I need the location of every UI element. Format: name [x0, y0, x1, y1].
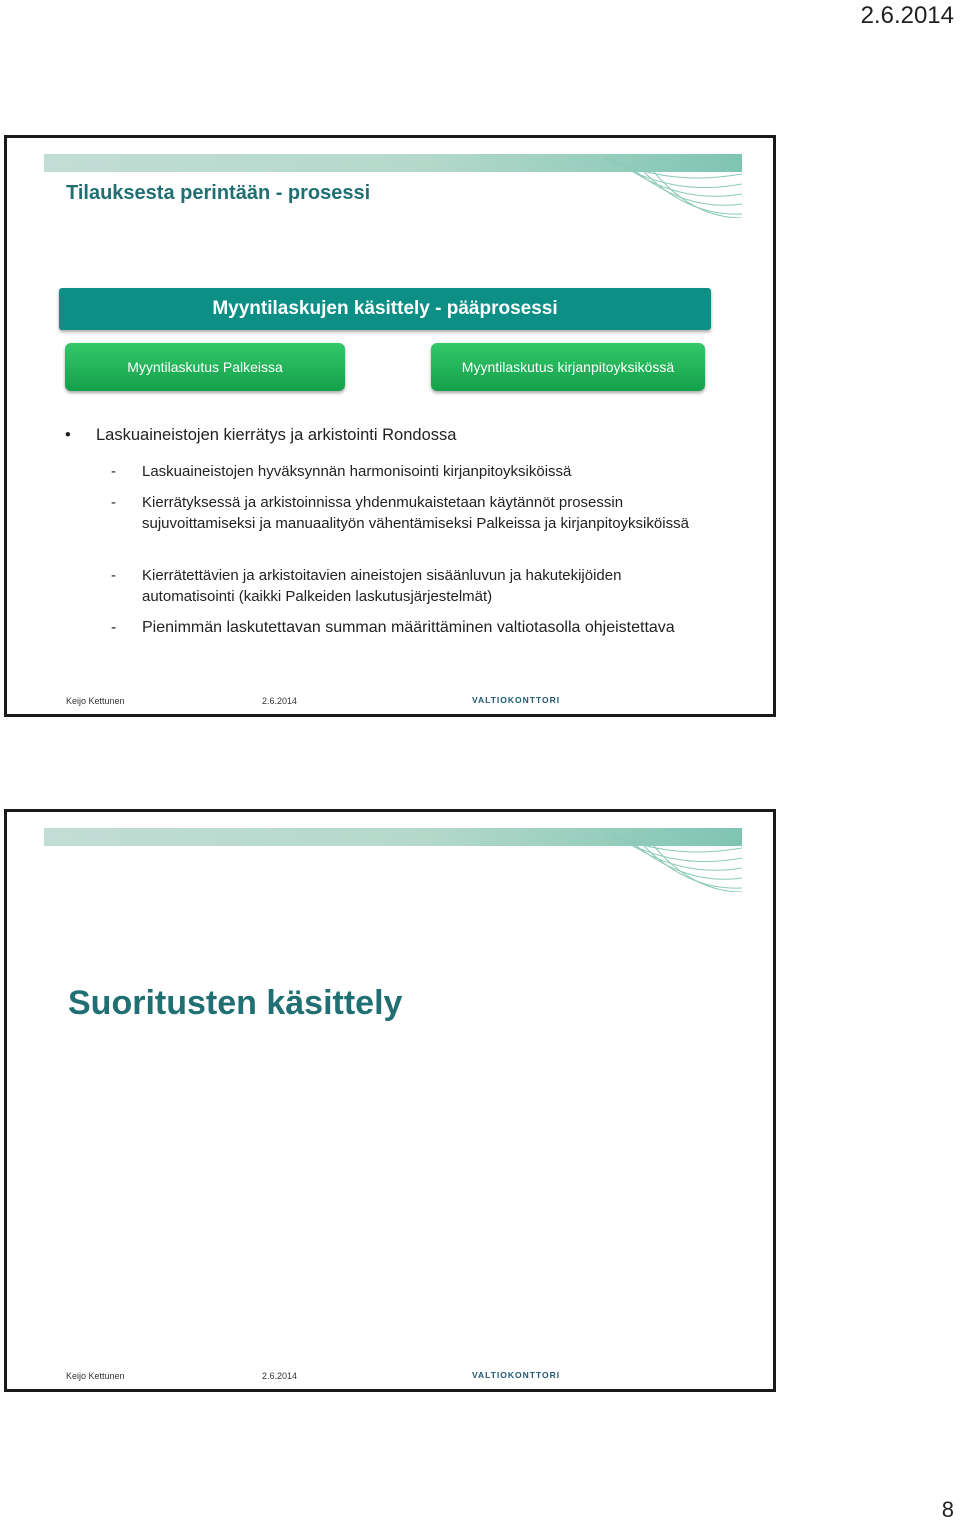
slide-2 [4, 809, 776, 1392]
page-number: 8 [941, 1497, 954, 1522]
slide-title: Suoritusten käsittely [68, 984, 403, 1022]
sub-process-box-kirjanpitoyksikko: Myyntilaskutus kirjanpitoyksikössä [431, 343, 705, 391]
header-banner [44, 828, 742, 892]
sub-bullet-text: Kierrätettävien ja arkistoitavien aineistojen sisäänluvun ja hakutekijöiden automatisointi (kaikki Palkeiden laskutusjärjestelmät) [142, 567, 622, 605]
footer-date: 2.6.2014 [262, 696, 298, 706]
valtiokonttori-logo: VALTIOKONTTORI [472, 695, 561, 705]
footer-author: Keijo Kettunen [66, 1371, 125, 1381]
sub-bullet-text: Kierrätyksessä ja arkistoinnissa yhdenmukaistetaan käytännöt prosessin sujuvoittamiseksi ja manuaalityön vähentämiseksi Palkeissa ja kirjanpitoyksiköissä [142, 494, 689, 532]
page-date: 2.6.2014 [860, 2, 954, 29]
main-process-box: Myyntilaskujen käsittely - pääprosessi [59, 288, 711, 330]
bullet-dot-icon: • [65, 426, 71, 444]
dash-icon: - [111, 619, 117, 636]
valtiokonttori-logo: VALTIOKONTTORI [472, 1370, 561, 1380]
sub-process-box-palkeet: Myyntilaskutus Palkeissa [65, 343, 345, 391]
slide-1 [4, 135, 776, 717]
footer-author: Keijo Kettunen [66, 696, 125, 706]
dash-icon: - [111, 494, 116, 511]
footer-date: 2.6.2014 [262, 1371, 298, 1381]
sub-bullet-text: Laskuaineistojen hyväksynnän harmonisointi kirjanpitoyksiköissä [142, 463, 572, 480]
sub-bullet-text: Pienimmän laskutettavan summan määrittäminen valtiotasolla ohjeistettava [142, 619, 675, 636]
dash-icon: - [111, 567, 116, 584]
bullet-text: Laskuaineistojen kierrätys ja arkistointi Rondossa [96, 426, 457, 444]
dash-icon: - [111, 463, 116, 480]
slide-title: Tilauksesta perintään - prosessi [66, 182, 371, 204]
